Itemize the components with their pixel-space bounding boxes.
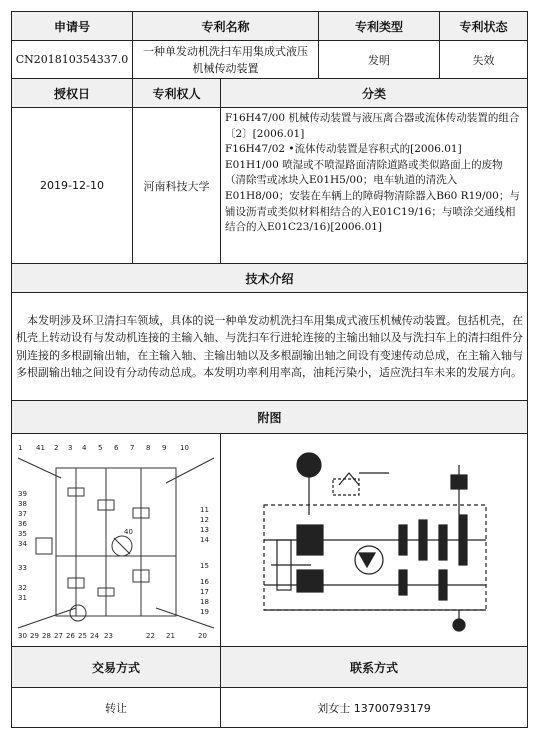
- figure-label: 5: [98, 443, 103, 452]
- figure-label: 22: [146, 631, 155, 640]
- figure-label: 2: [54, 443, 59, 452]
- grant-date: 2019-12-10: [12, 108, 133, 264]
- figure-label: 9: [162, 443, 167, 452]
- header-patent-status: 专利状态: [440, 12, 528, 41]
- figure-label: 3: [68, 443, 73, 452]
- figure-label: 19: [200, 607, 209, 616]
- figure-label: 11: [200, 505, 209, 514]
- header-figures: 附图: [12, 401, 528, 434]
- header-classification: 分类: [221, 79, 528, 108]
- figure-right-cell: [221, 434, 528, 647]
- figure-label: 31: [18, 593, 27, 602]
- header-patentee: 专利权人: [133, 79, 221, 108]
- figure-label: 35: [18, 529, 27, 538]
- transmission-schematic-figure: [16, 438, 216, 643]
- figure-label: 32: [18, 583, 27, 592]
- header-patent-type: 专利类型: [319, 12, 440, 41]
- figure-label: 23: [104, 631, 113, 640]
- figure-label: 8: [146, 443, 151, 452]
- figure-label: 24: [90, 631, 99, 640]
- patent-name: 一种单发动机洗扫车用集成式液压机械传动装置: [133, 41, 319, 79]
- figure-label: 30: [18, 631, 27, 640]
- figure-left-cell: [12, 434, 221, 647]
- figure-label: 34: [18, 539, 27, 548]
- figure-label: 39: [18, 489, 27, 498]
- classification-entry: F16H47/02 •流体传动装置是容积式的[2006.01]: [225, 143, 462, 156]
- figure-label: 40: [124, 527, 133, 536]
- figure-label: 12: [200, 515, 209, 524]
- figure-label: 27: [54, 631, 63, 640]
- figure-label: 26: [66, 631, 75, 640]
- classification-entry: E01H1/00 喷湿或不喷湿路面清除道路或类似路面上的废物（清除雪或冰块入E01H5/00；电车轨道的清洗入 E01H8/00；安装在车辆上的障碍物清除器入B60 R19/00；与铺设沥青或类似材料相结合的入E01C19/16；与喷涂交通线相结合的入E01C23/16)[2006.01]: [225, 158, 520, 234]
- figure-label: 37: [18, 509, 27, 518]
- figure-label: 20: [198, 631, 207, 640]
- figure-label: 10: [180, 443, 189, 452]
- figure-label: 25: [78, 631, 87, 640]
- abstract-text: 本发明涉及环卫清扫车领域，具体的说一种单发动机洗扫车用集成式液压机械传动装置。包括机壳，在机壳上转动设有与发动机连接的主输入轴、与洗扫车行进轮连接的主输出轴以及与洗扫车上的清扫组件分别连接的多根副输出轴，在主输入轴、主输出轴以及多根副输出轴之间设有变速传动总成，在主输入轴与多根副输出轴之间设有分动传动总成。本发明功率利用率高，油耗污染小，适应洗扫车未来的发展方向。: [12, 293, 528, 401]
- figure-label: 29: [30, 631, 39, 640]
- classification-list: [221, 108, 528, 264]
- patent-type: 发明: [319, 41, 440, 79]
- figure-label: 4: [82, 443, 87, 452]
- figure-label: 1: [18, 443, 23, 452]
- figure-label: 13: [200, 525, 209, 534]
- figure-label: 33: [18, 563, 27, 572]
- figure-label: 6: [114, 443, 119, 452]
- patent-status: 失效: [440, 41, 528, 79]
- figure-label: 28: [42, 631, 51, 640]
- hydraulic-gear-layout-figure: [249, 445, 499, 635]
- patent-sheet: [11, 11, 528, 728]
- application-no: CN201810354337.0: [12, 41, 133, 79]
- header-tech-intro: 技术介绍: [12, 264, 528, 293]
- figure-label: 18: [200, 597, 209, 606]
- figure-label: 16: [200, 577, 209, 586]
- figure-label: 17: [200, 587, 209, 596]
- header-application-no: 申请号: [12, 12, 133, 41]
- header-patent-name: 专利名称: [133, 12, 319, 41]
- figure-label: 21: [166, 631, 175, 640]
- figure-label: 7: [130, 443, 135, 452]
- header-trade-mode: 交易方式: [12, 647, 221, 688]
- header-grant-date: 授权日: [12, 79, 133, 108]
- figure-label: 41: [36, 443, 45, 452]
- contact-info: 刘女士 13700793179: [221, 688, 528, 728]
- header-contact: 联系方式: [221, 647, 528, 688]
- figure-label: 15: [200, 561, 209, 570]
- trade-mode: 转让: [12, 688, 221, 728]
- figure-label: 36: [18, 519, 27, 528]
- figure-label: 14: [200, 535, 209, 544]
- classification-entry: F16H47/00 机械传动装置与液压离合器或流体传动装置的组合〔2〕[2006.01]: [225, 112, 520, 140]
- figure-label: 38: [18, 499, 27, 508]
- patentee: 河南科技大学: [133, 108, 221, 264]
